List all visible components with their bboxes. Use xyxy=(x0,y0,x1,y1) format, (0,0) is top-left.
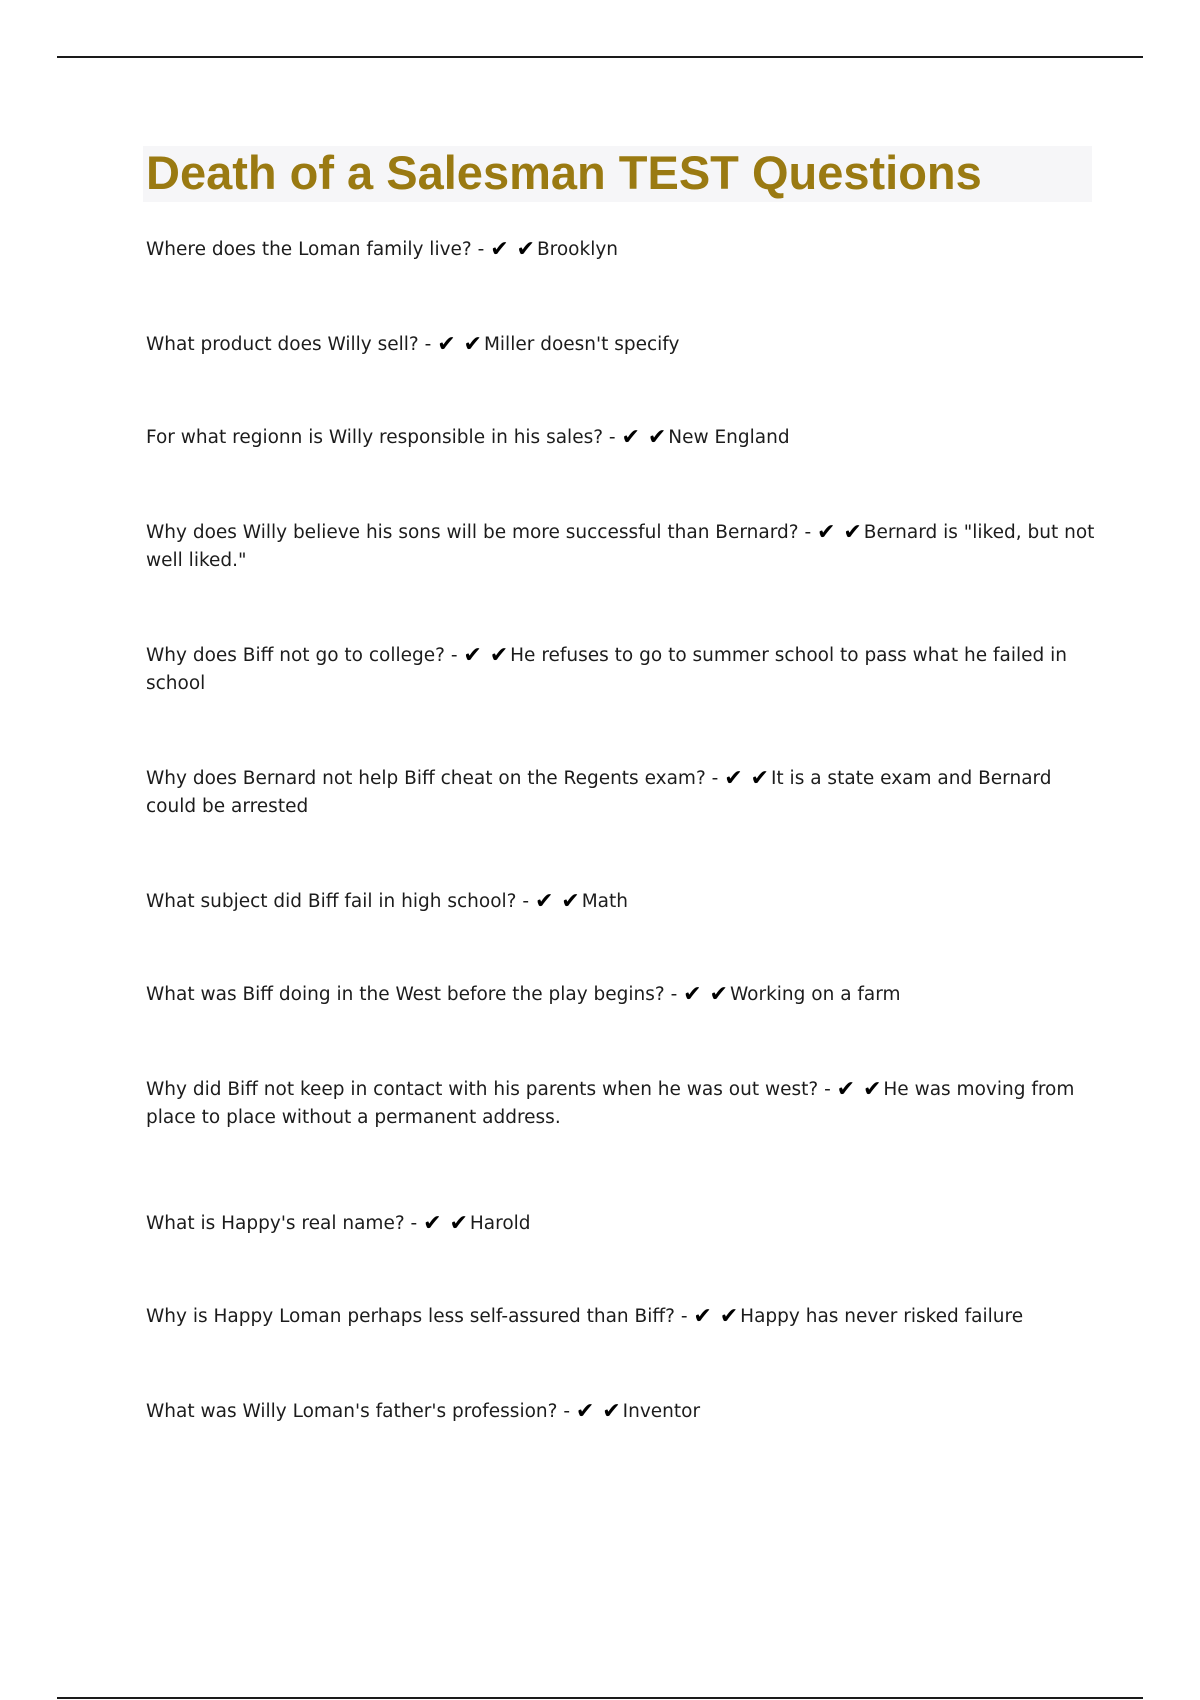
document-title: Death of a Salesman TEST Questions xyxy=(146,146,982,199)
check-mark-icon: ✔ xyxy=(724,766,743,791)
check-mark-icon: ✔ xyxy=(862,1077,882,1102)
question-text: Why does Willy believe his sons will be more successful than Bernard? xyxy=(146,522,799,543)
answer-text: Inventor xyxy=(622,1401,701,1422)
qa-item xyxy=(146,1398,1096,1426)
check-mark-icon: ✔ xyxy=(561,889,580,914)
answer-text: He was moving from place to place without a permanent address. xyxy=(146,1079,1075,1128)
question-text: What subject did Biff fail in high school? xyxy=(146,891,517,912)
question-text: What product does Willy sell? xyxy=(146,334,419,355)
question-text: What is Happy's real name? xyxy=(146,1213,405,1234)
answer-text: New England xyxy=(668,427,790,448)
top-rule xyxy=(57,56,1143,58)
bottom-rule xyxy=(57,1697,1143,1699)
answer-text: Math xyxy=(581,891,628,912)
question-text: Why does Biff not go to college? xyxy=(146,645,445,666)
qa-item xyxy=(146,642,1096,698)
check-mark-icon: ✔ xyxy=(602,1399,621,1424)
qa-item xyxy=(146,1210,1096,1238)
qa-item xyxy=(146,1076,1096,1132)
qa-item xyxy=(146,1303,1096,1331)
qa-item xyxy=(146,331,1096,359)
check-mark-icon: ✔ xyxy=(437,332,456,357)
separator: - xyxy=(798,522,818,543)
check-mark-icon: ✔ xyxy=(647,425,667,450)
check-mark-icon: ✔ xyxy=(575,1399,595,1424)
check-mark-icon: ✔ xyxy=(516,237,535,262)
separator: - xyxy=(418,334,438,355)
qa-item xyxy=(146,981,1096,1009)
separator: - xyxy=(516,891,535,912)
separator: - xyxy=(444,645,464,666)
separator: - xyxy=(664,984,684,1005)
qa-item xyxy=(146,236,1096,264)
answer-text: He refuses to go to summer school to pass what he failed in school xyxy=(146,645,1067,694)
separator: - xyxy=(674,1306,694,1327)
check-mark-icon: ✔ xyxy=(693,1304,712,1329)
check-mark-icon: ✔ xyxy=(449,1211,468,1236)
check-mark-icon: ✔ xyxy=(836,1077,856,1102)
separator: - xyxy=(471,239,491,260)
check-mark-icon: ✔ xyxy=(621,425,640,450)
check-mark-icon: ✔ xyxy=(490,237,509,262)
check-mark-icon: ✔ xyxy=(750,766,769,791)
answer-text: Harold xyxy=(469,1213,531,1234)
qa-item xyxy=(146,888,1096,916)
check-mark-icon: ✔ xyxy=(843,520,862,545)
separator: - xyxy=(705,768,725,789)
answer-text: Bernard is "liked, but not well liked." xyxy=(146,522,1095,571)
answer-text: Brooklyn xyxy=(536,239,619,260)
separator: - xyxy=(603,427,622,448)
answer-text: It is a state exam and Bernard could be arrested xyxy=(146,768,1052,817)
qa-item xyxy=(146,765,1096,821)
question-text: What was Willy Loman's father's profession? xyxy=(146,1401,558,1422)
question-text: For what regionn is Willy responsible in his sales? xyxy=(146,427,604,448)
answer-text: Happy has never risked failure xyxy=(740,1306,1024,1327)
question-text: Why is Happy Loman perhaps less self-assured than Biff? xyxy=(146,1306,675,1327)
question-text: Why did Biff not keep in contact with his parents when he was out west? xyxy=(146,1079,819,1100)
separator: - xyxy=(404,1213,424,1234)
qa-item xyxy=(146,424,1096,452)
check-mark-icon: ✔ xyxy=(709,982,728,1007)
question-text: Where does the Loman family live? xyxy=(146,239,472,260)
check-mark-icon: ✔ xyxy=(463,332,482,357)
check-mark-icon: ✔ xyxy=(423,1211,442,1236)
check-mark-icon: ✔ xyxy=(489,643,509,668)
separator: - xyxy=(557,1401,576,1422)
check-mark-icon: ✔ xyxy=(534,889,554,914)
qa-item xyxy=(146,519,1096,575)
check-mark-icon: ✔ xyxy=(817,520,836,545)
question-text: Why does Bernard not help Biff cheat on the Regents exam? xyxy=(146,768,706,789)
answer-text: Miller doesn't specify xyxy=(483,334,680,355)
check-mark-icon: ✔ xyxy=(719,1304,739,1329)
check-mark-icon: ✔ xyxy=(463,643,482,668)
question-text: What was Biff doing in the West before the play begins? xyxy=(146,984,665,1005)
answer-text: Working on a farm xyxy=(729,984,901,1005)
separator: - xyxy=(818,1079,837,1100)
check-mark-icon: ✔ xyxy=(683,982,702,1007)
